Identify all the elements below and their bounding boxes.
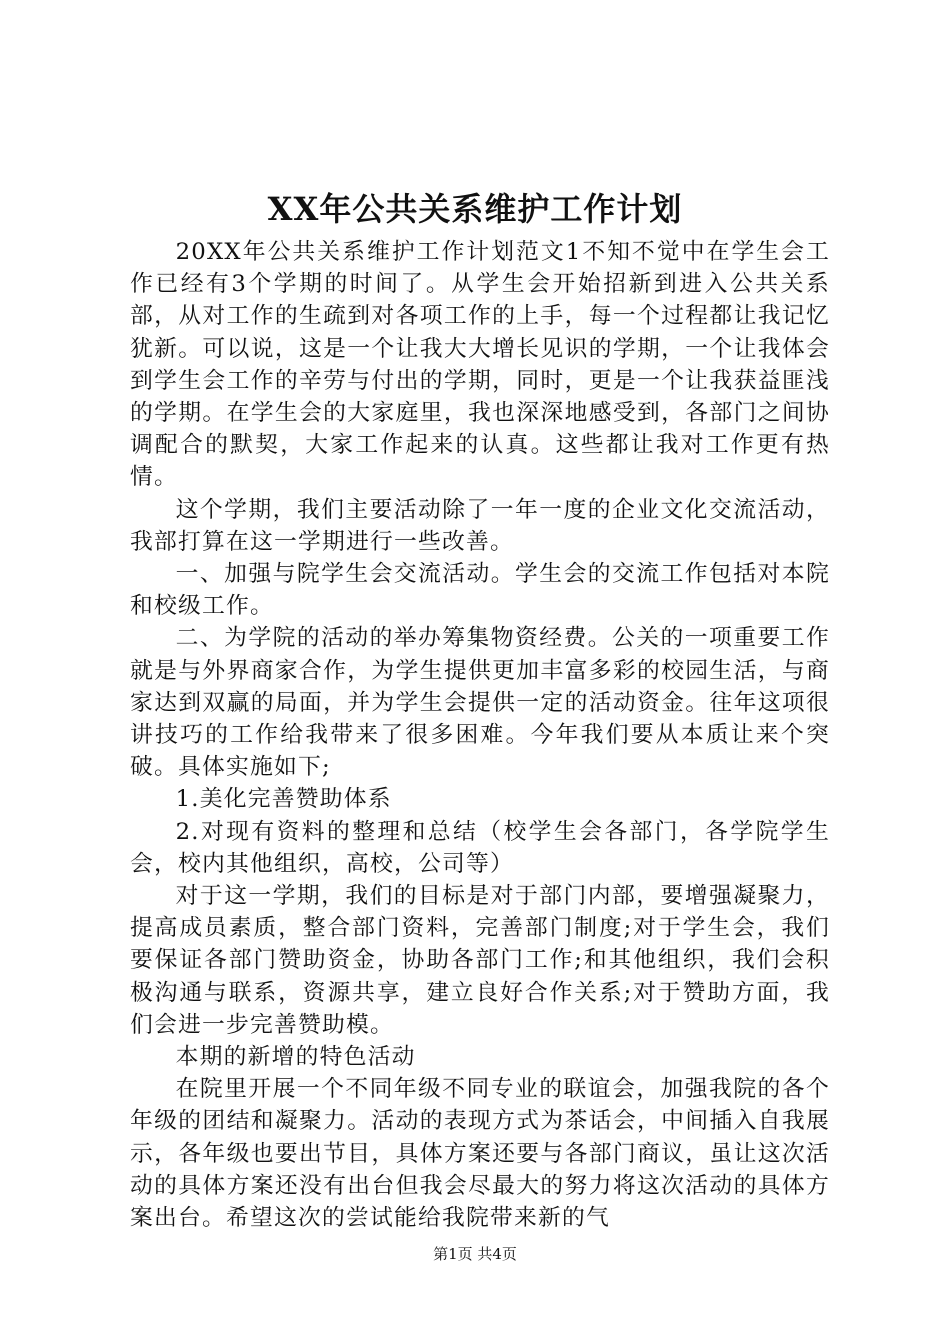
paragraph-goals: 对于这一学期，我们的目标是对于部门内部，要增强凝聚力，提高成员素质，整合部门资料，完善部门制度;对于学生会，我们要保证各部门赞助资金，协助各部门工作;和其他组织，我们会积极沟通与联系，资源共享，建立良好合作关系;对于赞助方面，我们会进一步完善赞助模。 [130,883,830,1038]
paragraph-new-activities: 在院里开展一个不同年级不同专业的联谊会，加强我院的各个年级的团结和凝聚力。活动的表现方式为茶话会，中间插入自我展示，各年级也要出节目，具体方案还要与各部门商议，虽让这次活动的具体方案还没有出台但我会尽最大的努力将这次活动的具体方案出台。希望这次的尝试能给我院带来新的气 [130,1076,830,1232]
paragraph-subitem-two: 2.对现有资料的整理和总结（校学生会各部门，各学院学生会，校内其他组织，高校，公司等） [130,818,830,877]
paragraph-item-two: 二、为学院的活动的举办筹集物资经费。公关的一项重要工作就是与外界商家合作，为学生提供更加丰富多彩的校园生活，与商家达到双赢的局面，并为学生会提供一定的活动资金。往年这项很讲技巧的工作给我带来了很多困难。今年我们要从本质让来个突破。具体实施如下; [130,625,830,781]
paragraph-semester: 这个学期，我们主要活动除了一年一度的企业文化交流活动，我部打算在这一学期进行一些改善。 [130,496,830,555]
paragraph-subitem-one: 1.美化完善赞助体系 [175,786,392,813]
document-title: XX年公共关系维护工作计划 [267,190,683,228]
page-footer: 第1页 共4页 [433,1245,517,1263]
paragraph-item-one: 一、加强与院学生会交流活动。学生会的交流工作包括对本院和校级工作。 [130,561,830,620]
paragraph-intro: 20XX年公共关系维护工作计划范文1不知不觉中在学生会工作已经有3个学期的时间了。从学生会开始招新到进入公共关系部，从对工作的生疏到对各项工作的上手，每一个过程都让我记忆犹新。可以说，这是一个让我大大增长见识的学期，一个让我体会到学生会工作的辛劳与付出的学期，同时，更是一个让我获益匪浅的学期。在学生会的大家庭里，我也深深地感受到，各部门之间协调配合的默契，大家工作起来的认真。这些都让我对工作更有热情。 [130,239,830,491]
paragraph-new-activities-heading: 本期的新增的特色活动 [175,1044,416,1071]
document-body [130,236,830,1234]
